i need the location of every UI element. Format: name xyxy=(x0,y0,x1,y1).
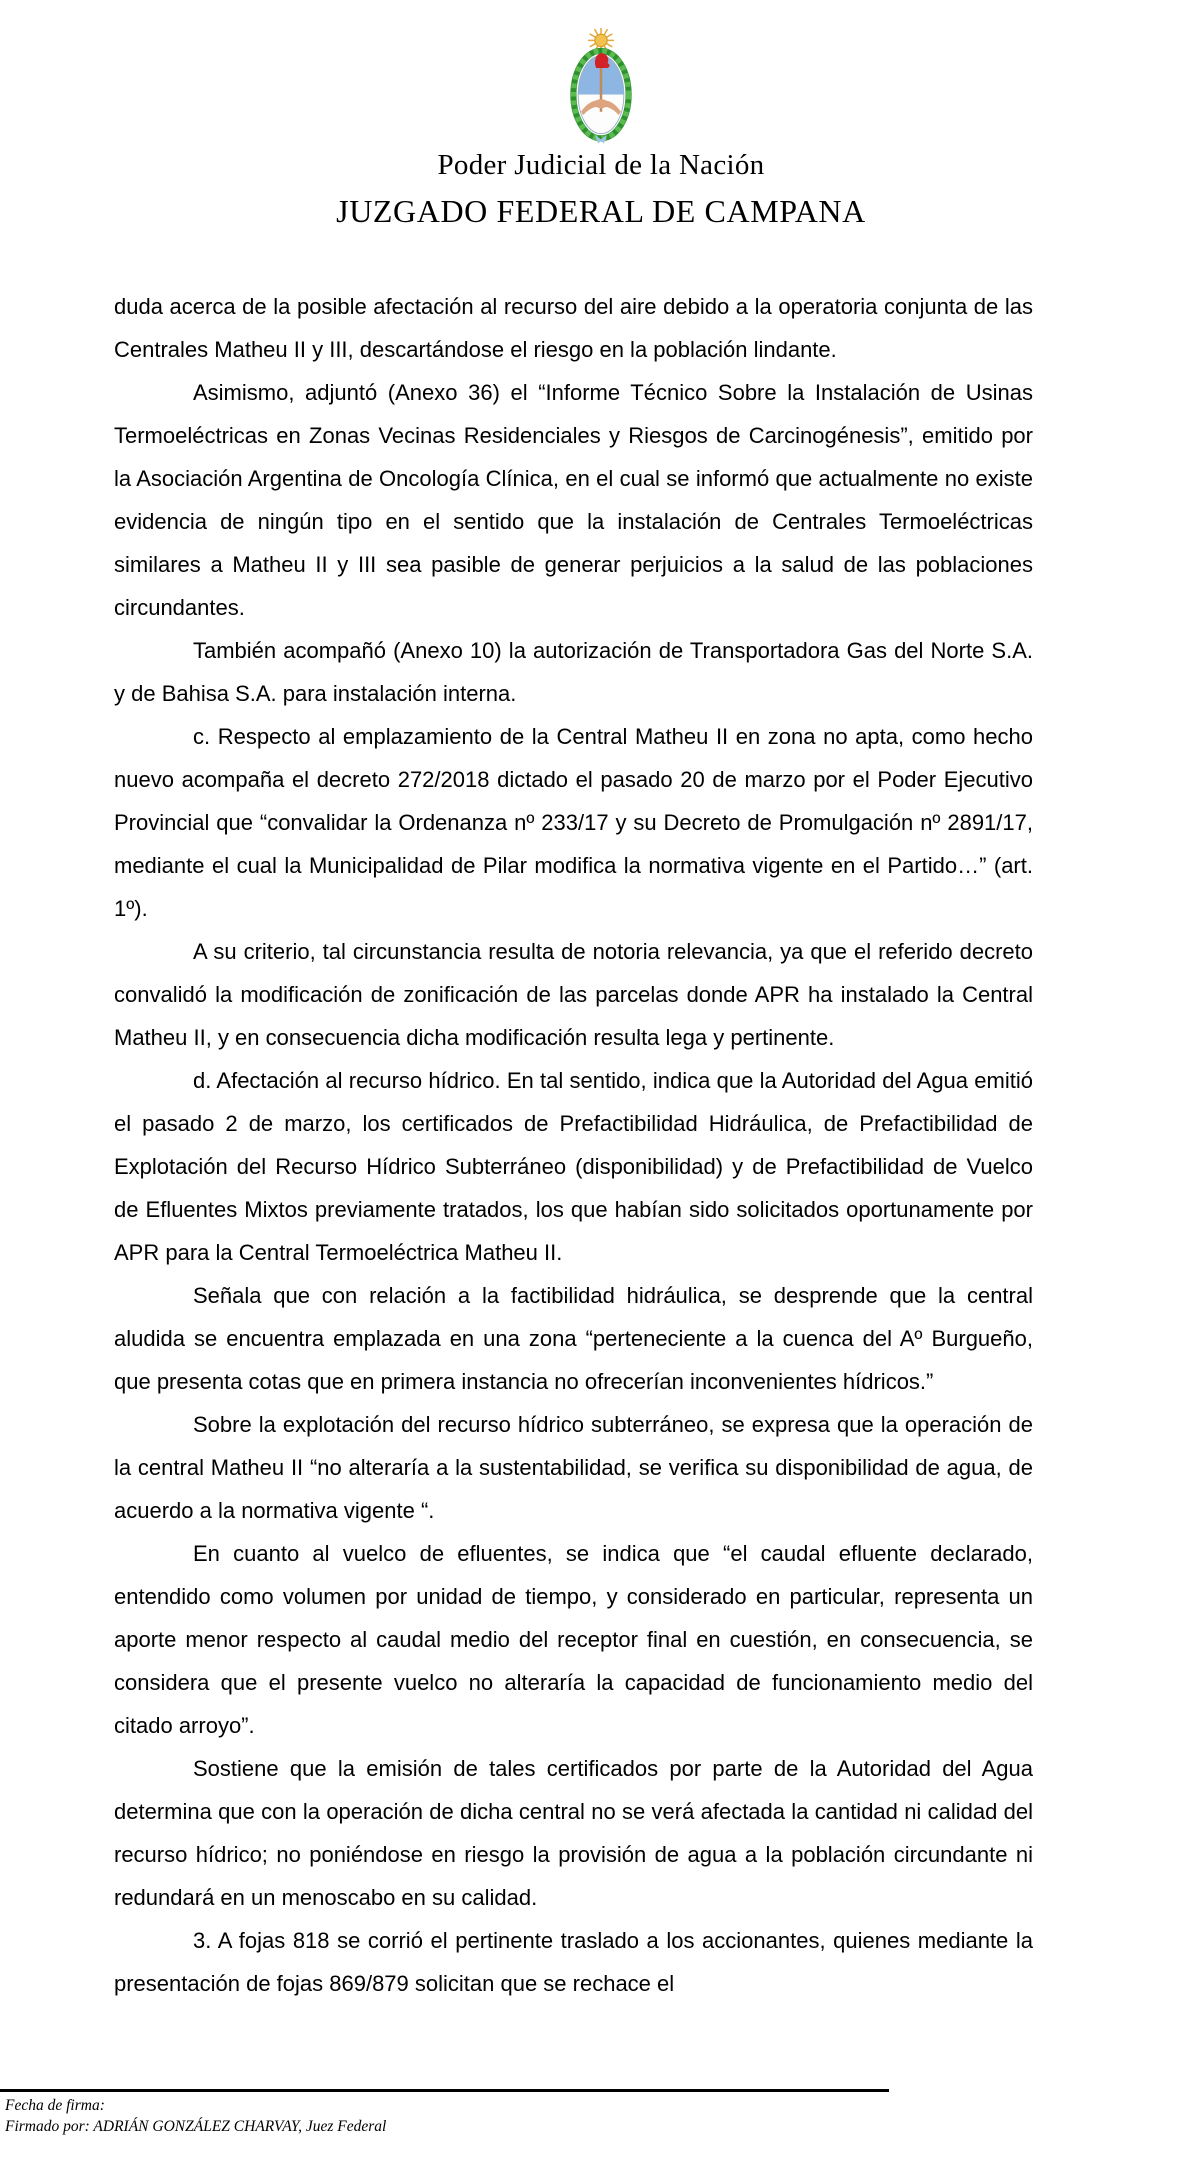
paragraph: Sostiene que la emisión de tales certificados por parte de la Autoridad del Agua determina que con la operación de dicha central no se verá afectada la cantidad ni calidad del recurso hídrico; no poniéndose en riesgo la provisión de agua a la población circundante ni redundará en un menoscabo en su calidad. xyxy=(114,1756,1033,1910)
paragraph: c. Respecto al emplazamiento de la Central Matheu II en zona no apta, como hecho nuevo acompaña el decreto 272/2018 dictado el pasado 20 de marzo por el Poder Ejecutivo Provincial que “convalidar la Ordenanza nº 233/17 y su Decreto de Promulgación nº 2891/17, mediante el cual la Municipalidad de Pilar modifica la normativa vigente en el Partido…” (art. 1º). xyxy=(114,724,1033,921)
paragraph: Señala que con relación a la factibilidad hidráulica, se desprende que la central aludida se encuentra emplazada en una zona “perteneciente a la cuenca del Aº Burgueño, que presenta cotas que en primera instancia no ofrecerían inconvenientes hídricos.” xyxy=(114,1283,1033,1394)
paragraph: A su criterio, tal circunstancia resulta de notoria relevancia, ya que el referido decreto convalidó la modificación de zonificación de las parcelas donde APR ha instalado la Central Matheu II, y en consecuencia dicha modificación resulta lega y pertinente. xyxy=(114,939,1033,1050)
court-title: JUZGADO FEDERAL DE CAMPANA xyxy=(336,193,866,229)
signature-footer xyxy=(0,2089,1202,2137)
signed-by-label: Firmado por: ADRIÁN GONZÁLEZ CHARVAY, Juez Federal xyxy=(5,2118,387,2135)
paragraph: duda acerca de la posible afectación al recurso del aire debido a la operatoria conjunta de las Centrales Matheu II y III, descartándose el riesgo en la población lindante. xyxy=(114,294,1033,362)
paragraph: En cuanto al vuelco de efluentes, se indica que “el caudal efluente declarado, entendido como volumen por unidad de tiempo, y considerado en particular, representa un aporte menor respecto al caudal medio del receptor final en cuestión, en consecuencia, se considera que el presente vuelco no alteraría la capacidad de funcionamiento medio del citado arroyo”. xyxy=(114,1541,1033,1738)
footer-divider xyxy=(0,2089,889,2092)
paragraph: 3. A fojas 818 se corrió el pertinente traslado a los accionantes, quienes mediante la presentación de fojas 869/879 solicitan que se rechace el xyxy=(114,1928,1033,1996)
paragraph: Asimismo, adjuntó (Anexo 36) el “Informe Técnico Sobre la Instalación de Usinas Termoeléctricas en Zonas Vecinas Residenciales y Riesgos de Carcinogénesis”, emitido por la Asociación Argentina de Oncología Clínica, en el cual se informó que actualmente no existe evidencia de ningún tipo en el sentido que la instalación de Centrales Termoeléctricas similares a Matheu II y III sea pasible de generar perjuicios a la salud de las poblaciones circundantes. xyxy=(114,380,1033,620)
paragraph: Sobre la explotación del recurso hídrico subterráneo, se expresa que la operación de la central Matheu II “no alteraría a la sustentabilidad, se verifica su disponibilidad de agua, de acuerdo a la normativa vigente “. xyxy=(114,1412,1033,1523)
argentina-coat-of-arms-icon xyxy=(553,28,649,146)
document-body xyxy=(114,285,1033,2005)
institution-title: Poder Judicial de la Nación xyxy=(437,149,765,181)
paragraph: d. Afectación al recurso hídrico. En tal sentido, indica que la Autoridad del Agua emitió el pasado 2 de marzo, los certificados de Prefactibilidad Hidráulica, de Prefactibilidad de Explotación del Recurso Hídrico Subterráneo (disponibilidad) y de Prefactibilidad de Vuelco de Efluentes Mixtos previamente tratados, los que habían sido solicitados oportunamente por APR para la Central Termoeléctrica Matheu II. xyxy=(114,1068,1033,1265)
signature-date-label: Fecha de firma: xyxy=(5,2097,105,2114)
paragraph: También acompañó (Anexo 10) la autorización de Transportadora Gas del Norte S.A. y de Bahisa S.A. para instalación interna. xyxy=(114,638,1033,706)
document-header xyxy=(0,28,1202,230)
